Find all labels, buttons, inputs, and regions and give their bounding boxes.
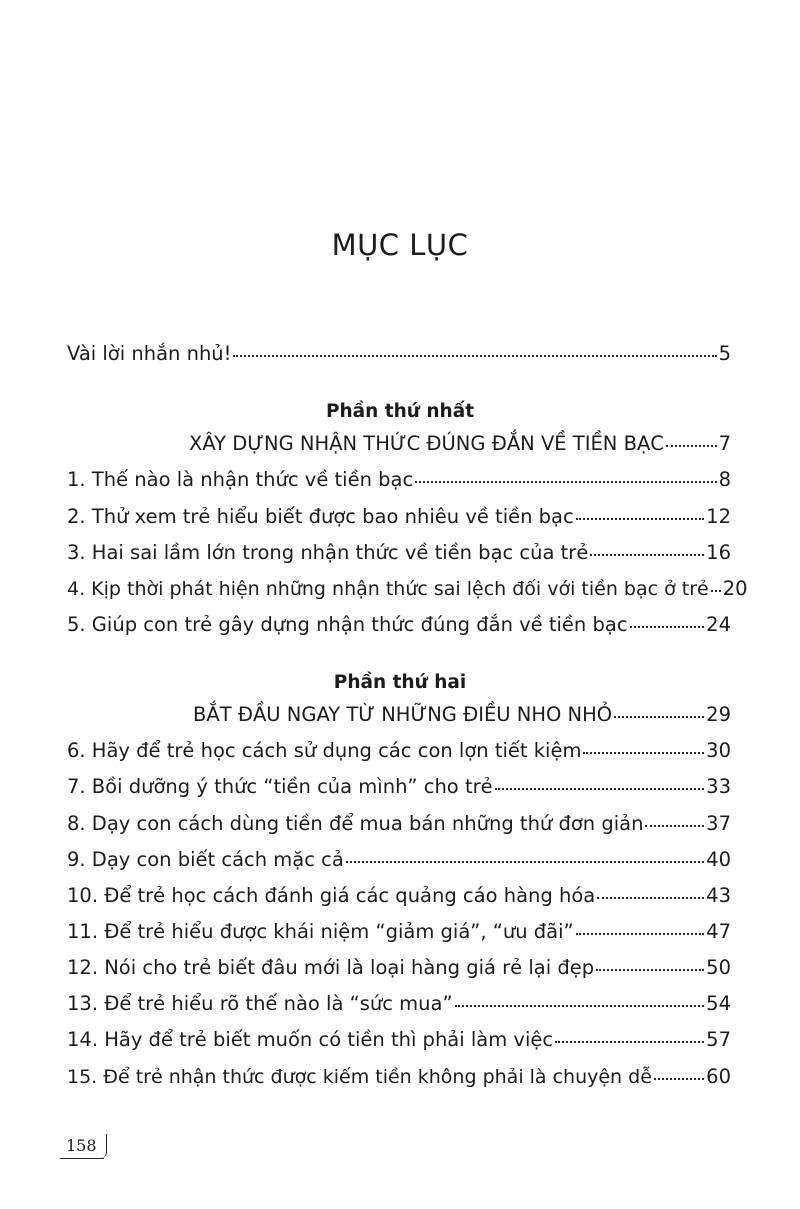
dot-leader	[576, 518, 704, 520]
toc-entry-label: 12. Nói cho trẻ biết đâu mới là loại hàng giá rẻ lại đẹp	[67, 956, 595, 979]
toc-entry-page: 16	[706, 541, 731, 564]
toc-entry-page: 37	[706, 812, 731, 835]
toc-entry-label: 10. Để trẻ học cách đánh giá các quảng cáo hàng hóa	[67, 884, 596, 907]
toc-entry-page: 47	[706, 920, 731, 943]
toc-entry-label: 5. Giúp con trẻ gây dựng nhận thức đúng đắn về tiền bạc	[67, 613, 628, 636]
toc-entry-label: 2. Thử xem trẻ hiểu biết được bao nhiêu về tiền bạc	[67, 505, 574, 528]
toc-entry-page: 29	[706, 703, 731, 726]
dot-leader	[590, 554, 704, 556]
dot-leader	[596, 969, 704, 971]
toc-entry-page: 43	[706, 884, 731, 907]
dot-leader	[415, 481, 716, 483]
toc-entry-page: 57	[706, 1028, 731, 1051]
toc-entry	[67, 1065, 731, 1095]
toc-entry	[67, 613, 731, 643]
dot-leader	[666, 445, 717, 447]
toc-entry-page: 33	[706, 775, 731, 798]
toc-entry-label: 4. Kịp thời phát hiện những nhận thức sai lệch đối với tiền bạc ở trẻ	[67, 578, 709, 600]
toc-entry-label: 7. Bồi dưỡng ý thức “tiền của mình” cho trẻ	[67, 775, 493, 798]
toc-entry-page: 24	[706, 613, 731, 636]
toc-part-2-title	[193, 703, 731, 733]
page-number: 158	[66, 1136, 97, 1155]
toc-entry	[67, 541, 731, 571]
toc-entry	[67, 775, 731, 805]
toc-entry-label: 3. Hai sai lầm lớn trong nhận thức về tiền bạc của trẻ	[67, 541, 589, 564]
toc-entry-page: 60	[706, 1065, 731, 1088]
toc-entry	[67, 468, 731, 498]
toc-entry-label: 13. Để trẻ hiểu rõ thế nào là “sức mua”	[67, 992, 453, 1015]
toc-entry	[67, 505, 731, 535]
toc-entry	[67, 956, 731, 986]
dot-leader	[233, 355, 716, 357]
toc-part-title-label: XÂY DỰNG NHẬN THỨC ĐÚNG ĐẮN VỀ TIỀN BẠC	[189, 432, 664, 455]
toc-entry-page: 8	[718, 468, 731, 491]
toc-entry-label: 6. Hãy để trẻ học cách sử dụng các con lợn tiết kiệm	[67, 739, 582, 762]
toc-part-1-title	[189, 432, 731, 462]
toc-entry-page: 50	[706, 956, 731, 979]
toc-entry	[67, 884, 731, 914]
toc-entry	[67, 848, 731, 878]
dot-leader	[455, 1005, 705, 1007]
toc-entry	[67, 1028, 731, 1058]
dot-leader	[495, 788, 705, 790]
toc-entry	[67, 739, 731, 769]
part-heading: Phần thứ nhất	[325, 401, 475, 422]
toc-entry-page: 30	[706, 739, 731, 762]
toc-entry-label: Vài lời nhắn nhủ!	[67, 342, 232, 365]
toc-entry-intro	[67, 342, 731, 372]
footer-bracket	[100, 1134, 107, 1158]
toc-entry-label: 9. Dạy con biết cách mặc cả	[67, 848, 344, 871]
toc-entry-page: 7	[718, 432, 731, 455]
toc-entry-page: 20	[722, 577, 748, 600]
dot-leader	[576, 933, 705, 935]
page-title: MỤC LỤC	[331, 228, 469, 262]
dot-leader	[597, 897, 704, 899]
dot-leader	[583, 752, 704, 754]
dot-leader	[654, 1078, 704, 1080]
toc-entry	[67, 812, 731, 842]
dot-leader	[630, 626, 705, 628]
toc-entry	[67, 577, 748, 607]
dot-leader	[555, 1041, 704, 1043]
page-number-footer	[60, 1130, 114, 1162]
toc-entry-page: 12	[706, 505, 731, 528]
toc-entry-page: 40	[706, 848, 731, 871]
dot-leader	[614, 716, 704, 718]
toc-entry-page: 5	[718, 342, 731, 365]
dot-leader	[711, 590, 721, 592]
toc-entry-label: 15. Để trẻ nhận thức được kiếm tiền không phải là chuyện dễ	[67, 1066, 652, 1088]
toc-entry-page: 54	[706, 992, 731, 1015]
part-heading: Phần thứ hai	[333, 672, 467, 693]
dot-leader	[645, 825, 704, 827]
footer-rule	[60, 1158, 104, 1159]
toc-part-title-label: BẮT ĐẦU NGAY TỪ NHỮNG ĐIỀU NHO NHỎ	[193, 703, 613, 726]
toc-entry-label: 14. Hãy để trẻ biết muốn có tiền thì phải làm việc	[67, 1028, 554, 1051]
toc-entry	[67, 920, 731, 950]
toc-entry	[67, 992, 731, 1022]
toc-entry-label: 8. Dạy con cách dùng tiền để mua bán những thứ đơn giản	[67, 812, 644, 835]
dot-leader	[346, 861, 704, 863]
toc-entry-label: 1. Thế nào là nhận thức về tiền bạc	[67, 468, 414, 491]
toc-entry-label: 11. Để trẻ hiểu được khái niệm “giảm giá”, “ưu đãi”	[67, 920, 574, 943]
